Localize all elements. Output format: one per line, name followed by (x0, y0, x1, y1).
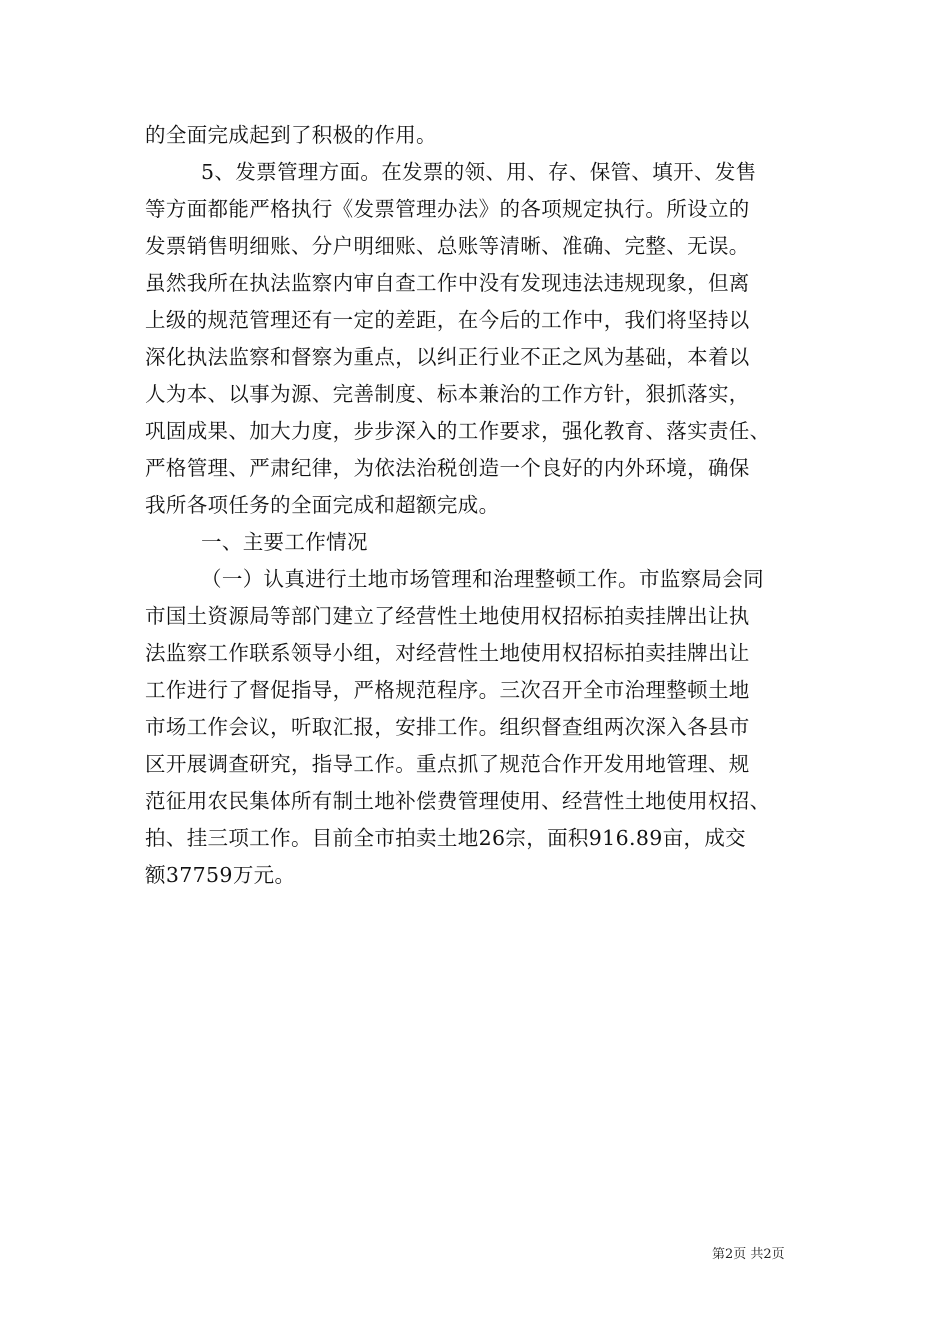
text-line: 上级的规范管理还有一定的差距，在今后的工作中，我们将坚持以 (145, 308, 750, 332)
text-line: 法监察工作联系领导小组，对经营性土地使用权招标拍卖挂牌出让 (145, 641, 750, 665)
text-line: 拍、挂三项工作。目前全市拍卖土地26宗，面积916.89亩，成交 (145, 826, 747, 850)
text-line: 深化执法监察和督察为重点，以纠正行业不正之风为基础，本着以 (145, 345, 750, 369)
text-line: 市场工作会议，听取汇报，安排工作。组织督查组两次深入各县市 (145, 715, 750, 739)
text-line: 的全面完成起到了积极的作用。 (145, 123, 437, 147)
text-line: 市国土资源局等部门建立了经营性土地使用权招标拍卖挂牌出让执 (145, 604, 750, 628)
text-line: 区开展调查研究，指导工作。重点抓了规范合作开发用地管理、规 (145, 752, 750, 776)
text-line: 发票销售明细账、分户明细账、总账等清晰、准确、完整、无误。 (145, 234, 750, 258)
text-line: 巩固成果、加大力度，步步深入的工作要求，强化教育、落实责任、 (145, 419, 771, 443)
text-line: 虽然我所在执法监察内审自查工作中没有发现违法违规现象，但离 (145, 271, 750, 295)
text-line: 额37759万元。 (145, 863, 296, 887)
text-line: 等方面都能严格执行《发票管理办法》的各项规定执行。所设立的 (145, 197, 750, 221)
text-line: 严格管理、严肃纪律，为依法治税创造一个良好的内外环境，确保 (145, 456, 750, 480)
text-line: 工作进行了督促指导，严格规范程序。三次召开全市治理整顿土地 (145, 678, 750, 702)
section-heading: 一、主要工作情况 (201, 530, 368, 554)
text-line: 我所各项任务的全面完成和超额完成。 (145, 493, 500, 517)
text-line: 范征用农民集体所有制土地补偿费管理使用、经营性土地使用权招、 (145, 789, 771, 813)
document-body (145, 117, 817, 894)
paragraph-first-line: （一）认真进行土地市场管理和治理整顿工作。市监察局会同 (201, 567, 764, 591)
text-line: 人为本、以事为源、完善制度、标本兼治的工作方针，狠抓落实， (145, 382, 750, 406)
page-number: 第2页 共2页 (712, 1247, 785, 1262)
paragraph-first-line: 5、发票管理方面。在发票的领、用、存、保管、填开、发售 (201, 160, 757, 184)
